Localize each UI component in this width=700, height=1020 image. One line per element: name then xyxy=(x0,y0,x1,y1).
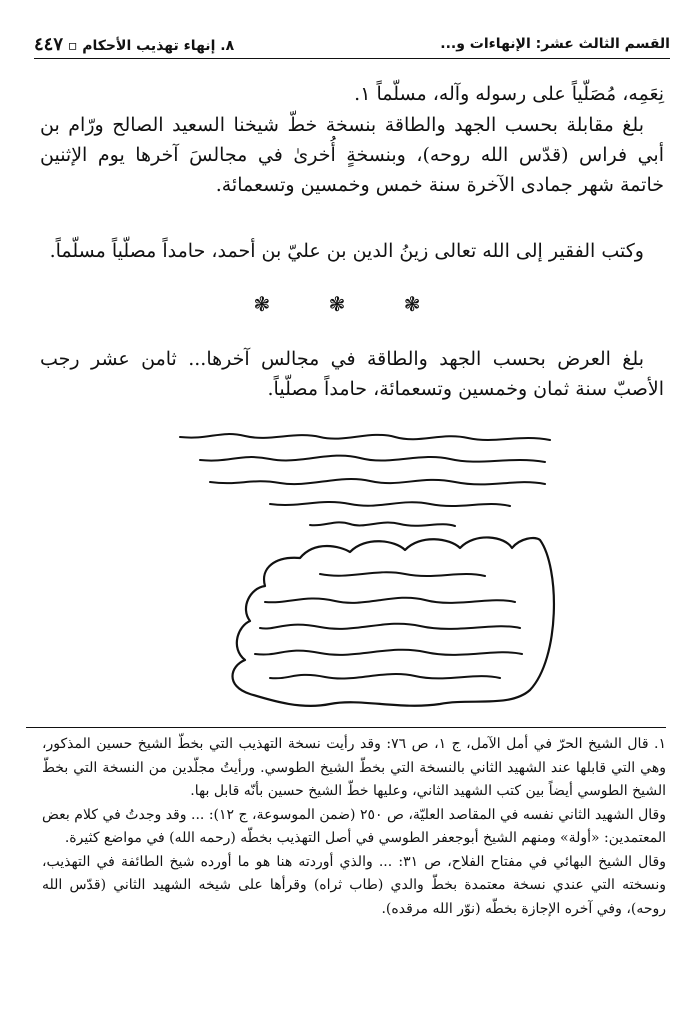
footnote-1-continued-b: وقال الشيخ البهائي في مفتاح الفلاح، ص ٣١: ... والذي أوردته هنا هو ما أورده شيخ الطائفة في التهذيب، ونسخته التي عندي نسخة معتمدة بخطّ والدي (طاب ثراه) وقرأها على شيخه الشهيد الثاني (قدّس الله روحه)، وفي آخره الإجازة بخطّه (نوّر الله مرقده). xyxy=(42,853,666,917)
running-header-title: ٨. إنهاء تهذيب الأحكام xyxy=(82,37,235,54)
paragraph-signature: وكتب الفقير إلى الله تعالى زينُ الدين بن عليّ بن أحمد، حامداً مصلّياً مسلّماً. xyxy=(49,240,644,262)
paragraph-collation-note: بلغ مقابلة بحسب الجهد والطاقة بنسخة خطّ شيخنا السعيد الصالح ورّام بن أبي فراس (قدّس الله روحه)، وبنسخةٍ أُخرىٰ في مجالسَ آخرها يوم الإثنين خاتمة شهر جمادى الآخرة سنة خمس وخمسين وتسعمائة. xyxy=(40,114,664,196)
footnote-1: ١. قال الشيخ الحرّ في أمل الآمل، ج ١، ص ٧٦: وقد رأيت نسخة التهذيب التي بخطّ الشيخ حسين المذكور، وهي التي قابلها عند الشهيد الثاني بالنسخة التي بخطّ الشيخ الطوسي. ورأيتُ مجلّدين من النسخة التي بخطّ الشيخ الطوسي أيضاً بين كتب الشهيد الثاني، وعليها خطّ الشيخ حسين بأنّه قابل بها. xyxy=(42,736,666,799)
running-header-section: القسم الثالث عشر: الإنهاءات و... xyxy=(440,36,670,52)
footnotes xyxy=(42,733,666,921)
footnote-1-continued-a: وقال الشهيد الثاني نفسه في المقاصد العليّة، ص ٢٥٠ (ضمن الموسوعة، ج ١٢): ... وقد وجدتُ في كلام بعض المعتمدين: «أولة» ومنهم الشيخ أبوجعفر الطوسي في أصل التهذيب بخطّه (رحمه الله) في مواضع كثيرة. xyxy=(42,806,667,846)
running-header-title-group xyxy=(34,34,234,55)
page-header xyxy=(34,30,670,59)
paragraph-review-note: بلغ العرض بحسب الجهد والطاقة في مجالس آخرها... ثامن عشر رجب الأصبّ سنة ثمان وخمسين وتسعمائة، حامداً مصلّياً. xyxy=(40,348,664,400)
header-separator-icon: ▫ xyxy=(63,37,78,54)
section-separator: ❃ ❃ ❃ xyxy=(253,292,447,316)
page-number: ٤٤٧ xyxy=(34,33,64,55)
paragraph-opening: نِعَمِه، مُصَلّياً على رسوله وآله، مسلّماً ١. xyxy=(354,83,664,105)
manuscript-image xyxy=(150,428,570,708)
footnote-divider xyxy=(26,727,666,728)
